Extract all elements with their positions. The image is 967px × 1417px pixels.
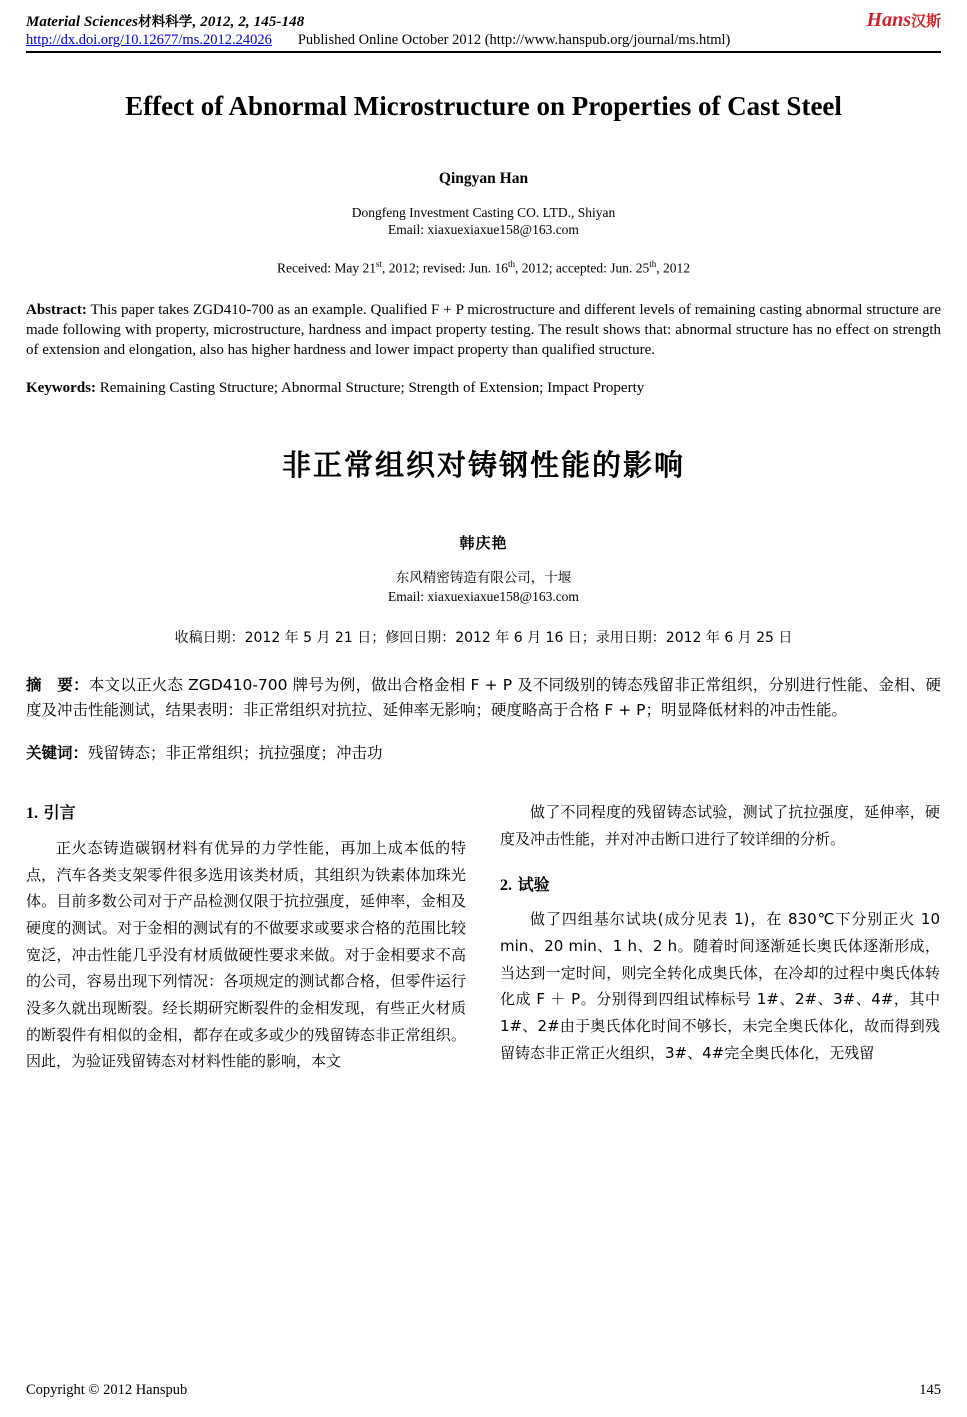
- keywords-text-cn: 残留铸态；非正常组织；抗拉强度；冲击功: [88, 744, 383, 763]
- abstract-label: Abstract:: [26, 301, 87, 318]
- left-column: [26, 799, 466, 1075]
- publisher-logo: [867, 10, 941, 30]
- section-1-title: 引言: [43, 803, 76, 823]
- affiliation-line: Dongfeng Investment Casting CO. LTD., Shiyan: [351, 204, 616, 220]
- abstract-section-cn: [26, 673, 941, 723]
- received-sup: st: [375, 259, 382, 270]
- body-columns: [26, 799, 941, 1075]
- author-name-cn: 韩庆艳: [459, 534, 508, 553]
- author-affiliation-cn: [26, 569, 941, 607]
- received-date: Received: May 21: [277, 260, 376, 276]
- copyright-text: Copyright © 2012 Hanspub: [26, 1382, 188, 1398]
- author-name: Qingyan Han: [438, 169, 529, 187]
- journal-info: [26, 10, 304, 31]
- section-heading-1: [26, 799, 466, 828]
- keywords-label: Keywords:: [26, 380, 96, 397]
- page-title-cn: 非正常组织对铸钢性能的影响: [281, 448, 685, 483]
- journal-name: Material Sciences: [26, 14, 139, 30]
- affiliation-line-cn: 东风精密铸造有限公司，十堰: [395, 570, 572, 587]
- section-1-paragraph-continued: 做了不同程度的残留铸态试验，测试了抗拉强度，延伸率，硬度及冲击性能，并对冲击断口进行了较详细的分析。: [500, 803, 940, 849]
- date-end: , 2012: [656, 260, 690, 276]
- doi-link[interactable]: http://dx.doi.org/10.12677/ms.2012.24026: [26, 32, 272, 48]
- keywords-text: Remaining Casting Structure; Abnormal Structure; Strength of Extension; Impact Property: [96, 380, 645, 397]
- keywords-label-cn: 关键词：: [26, 744, 89, 763]
- abstract-section: [26, 301, 941, 361]
- submission-dates: [26, 259, 941, 277]
- section-2-number: 2.: [500, 876, 512, 894]
- publisher-logo-text-cn: 汉斯: [910, 12, 941, 30]
- revised-sup: th: [508, 259, 516, 270]
- author-email-cn: Email: xiaxuexiaxue158@163.com: [388, 589, 579, 605]
- page-footer: [26, 1382, 941, 1399]
- header-top-row: [26, 10, 941, 31]
- section-2-title: 试验: [517, 874, 550, 894]
- page-title: Effect of Abnormal Microstructure on Properties of Cast Steel: [125, 91, 842, 121]
- author-email: Email: xiaxuexiaxue158@163.com: [388, 222, 579, 238]
- section-1-number: 1.: [26, 805, 38, 823]
- accepted-sup: th: [649, 259, 657, 270]
- page-number: 145: [919, 1382, 941, 1398]
- revised-date: , 2012; revised: Jun. 16: [382, 260, 508, 276]
- page-header: [26, 10, 941, 53]
- publisher-logo-text: Hans: [866, 9, 911, 31]
- journal-issue-info: , 2012, 2, 145-148: [192, 14, 305, 30]
- abstract-text: This paper takes ZGD410-700 as an example. Qualified F + P microstructure and different levels of remaining casting abnormal structure are made following with property, microstructure, hardness and impact property testing. The result shows that: abnormal structure has no effect on strength of extension and elongation, also has higher hardness and lower impact property than qualified structure.: [26, 301, 941, 358]
- abstract-label-cn: 摘 要：: [26, 676, 89, 695]
- section-1-paragraph: 正火态铸造碳钢材料有优异的力学性能，再加上成本低的特点，汽车各类支架零件很多选用该类材质，其组织为铁素体加珠光体。目前多数公司对于产品检测仅限于抗拉强度，延伸率，金相及硬度的测试。对于金相的测试有的不做要求或要求合格的范围比较宽泛，冲击性能几乎没有材质做硬性要求来做。对于金相要求不高的公司，容易出现下列情况：各项规定的测试都合格，但零件运行没多久就出现断裂。经长期研究断裂件的金相发现，有些正火材质的断裂件有相似的金相，都存在或多或少的残留铸态非正常组织。因此，为验证残留铸态对材料性能的影响，本文: [26, 838, 466, 1071]
- section-2-paragraph: 做了四组基尔试块(成分见表 1)，在 830℃下分别正火 10 min、20 min、1 h、2 h。随着时间逐渐延长奥氏体逐渐形成，当达到一定时间，则完全转化成奥氏体，在冷却的过程中奥氏体转化成 F ＋ P。分别得到四组试棒标号 1#、2#、3#、4#，其中 1#、2#由于奥氏体化时间不够长，未完全奥氏体化，故而得到残留铸态非正常正火组织，3#、4#完全奥氏体化，无残留: [500, 910, 940, 1062]
- keywords-section-cn: [26, 741, 941, 763]
- header-bottom-row: [26, 32, 941, 49]
- accepted-date: , 2012; accepted: Jun. 25: [515, 260, 650, 276]
- published-online-text: Published Online October 2012 (http://www.hanspub.org/journal/ms.html): [297, 32, 731, 48]
- keywords-section: [26, 379, 941, 399]
- author-affiliation: [26, 204, 941, 240]
- right-column: [500, 799, 940, 1075]
- section-heading-2: [500, 871, 940, 900]
- abstract-text-cn: 本文以正火态 ZGD410-700 牌号为例，做出合格金相 F + P 及不同级别的铸态残留非正常组织，分别进行性能、金相、硬度及冲击性能测试，结果表明：非正常组织对抗拉、延伸率无影响；硬度略高于合格 F + P；明显降低材料的冲击性能。: [26, 676, 941, 720]
- journal-name-cn: 材料科学: [138, 14, 193, 30]
- submission-dates-cn: 收稿日期：2012 年 5 月 21 日；修回日期：2012 年 6 月 16 日；录用日期：2012 年 6 月 25 日: [174, 630, 793, 647]
